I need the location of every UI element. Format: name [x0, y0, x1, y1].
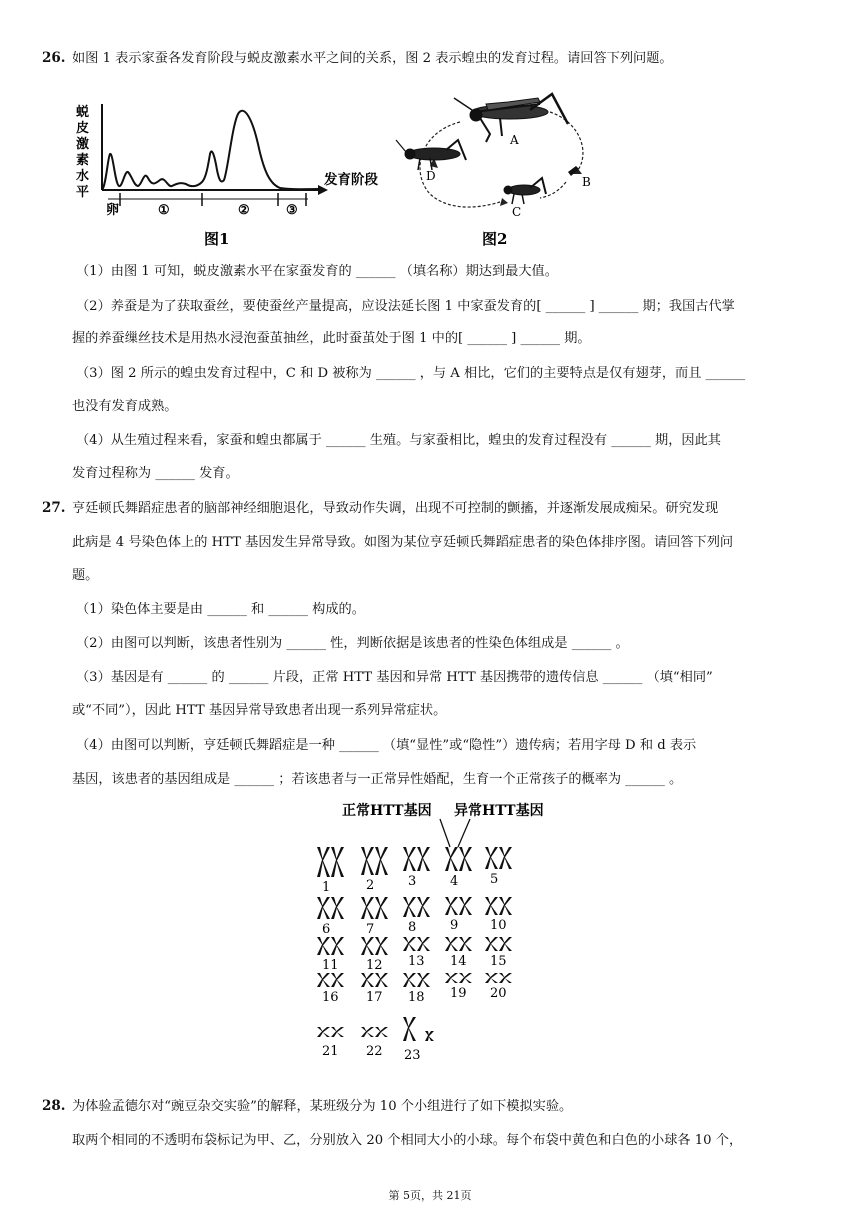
chromosome [445, 973, 451, 983]
chromosome-pair [361, 1027, 388, 1037]
chromosome [422, 897, 430, 917]
chromosome [445, 937, 451, 951]
stage-label: ③ [286, 203, 298, 218]
chromosome-number: 7 [366, 922, 375, 937]
chromosome [403, 1017, 409, 1041]
ylabel-char: 激 [76, 137, 90, 152]
q27-sub2: （2）由图可以判断，该患者性别为 ______ 性，判断依据是该患者的性染色体组成是 ______ 。 [76, 636, 629, 651]
chromosome [361, 973, 367, 987]
chromosome [380, 937, 388, 955]
chromosome [317, 973, 323, 987]
chromosome [504, 897, 512, 915]
chromosome-pair [317, 973, 344, 987]
chromosome-pair [485, 847, 512, 869]
chromosome [403, 847, 409, 871]
chromosome-number: 2 [366, 878, 375, 893]
chromosome-number: 6 [322, 922, 331, 937]
chromosome [331, 897, 337, 919]
chromosome [375, 847, 381, 875]
chromosome [499, 973, 505, 983]
chromosome-pair [485, 937, 512, 951]
figure-1-xlabel: 发育阶段 [324, 172, 378, 188]
chromosome [380, 847, 388, 875]
chromosome-number: 23 [404, 1048, 421, 1060]
chromosome [403, 897, 409, 917]
q26-sub2-cont: 握的养蚕缫丝技术是用热水浸泡蚕茧抽丝，此时蚕茧处于图 1 中的[ ______ ] ______ 期。 [72, 331, 591, 346]
hormone-curve [102, 111, 318, 190]
chromosome [499, 847, 505, 869]
chromosome [459, 937, 465, 951]
chromosome [485, 847, 491, 869]
chromosome [366, 897, 374, 919]
chromosome [380, 897, 388, 919]
stage-label: ② [238, 203, 250, 218]
chromosome [322, 847, 330, 877]
chromosome-number: 17 [366, 990, 383, 1005]
pointer-line-abnormal [458, 819, 470, 847]
chromosome [464, 973, 472, 983]
chromosome [361, 897, 367, 919]
chromosome [331, 937, 337, 955]
chromosome-pair [361, 937, 388, 955]
chromosome-number: 11 [322, 958, 339, 973]
figure-2-caption: 图2 [482, 230, 508, 248]
chromosome-number: 16 [322, 990, 339, 1005]
ylabel-char: 皮 [76, 121, 90, 136]
chromosome-pair [361, 847, 388, 875]
chromosome [322, 1027, 330, 1037]
chromosome-number: 22 [366, 1044, 383, 1059]
q26-sub4-cont: 发育过程称为 ______ 发育。 [72, 466, 239, 481]
chromosome [408, 937, 416, 951]
figure-2-locust-cycle [390, 82, 610, 252]
chromosome-number: 19 [450, 986, 467, 1001]
chromosome-pair [485, 897, 512, 915]
chromosome [450, 847, 458, 871]
chromosome [331, 1027, 337, 1037]
q27-stem-line: 亨廷顿氏舞蹈症患者的脑部神经细胞退化，导致动作失调，出现不可控制的颤搐，并逐渐发展成痴呆。研究发现 [72, 501, 719, 516]
chromosome [380, 1027, 388, 1037]
chromosome-pair [317, 1027, 344, 1037]
chromosome [366, 1027, 374, 1037]
q28-line: 为体验孟德尔对“豌豆杂交实验”的解释，某班级分为 10 个小组进行了如下模拟实验。 [72, 1099, 573, 1114]
chromosome [450, 973, 458, 983]
q26-sub3-cont: 也没有发育成熟。 [72, 399, 178, 414]
chromosome-pair [445, 897, 472, 915]
q27-sub1: （1）染色体主要是由 ______ 和 ______ 构成的。 [76, 602, 365, 617]
chromosome-number: 3 [408, 874, 417, 889]
chromosome [450, 937, 458, 951]
chromosome [375, 973, 381, 987]
chromosome [322, 937, 330, 955]
chromosome [485, 897, 491, 915]
chromosome [336, 847, 344, 877]
chromosome [417, 897, 423, 917]
chromosome [428, 1031, 434, 1041]
chromosome [490, 973, 498, 983]
normal-htt-label: 正常HTT基因 [342, 803, 432, 819]
chromosome [331, 847, 337, 877]
pointer-line-normal [440, 819, 450, 847]
chromosome-number: 14 [450, 954, 467, 969]
chromosome [403, 973, 409, 987]
ylabel-char: 水 [76, 169, 90, 184]
q27-sub3: （3）基因是有 ______ 的 ______ 片段，正常 HTT 基因和异常 HTT 基因携带的遗传信息 ______ （填“相同” [76, 670, 713, 685]
chromosome-pair [403, 847, 430, 871]
chromosome-pair [403, 937, 430, 951]
chromosome-pair [403, 897, 430, 917]
chromosome [450, 897, 458, 915]
chromosome-pair [361, 897, 388, 919]
chromosome [417, 937, 423, 951]
chromosome [375, 897, 381, 919]
q27-stem-line: 题。 [72, 568, 99, 583]
chromosome-number: 18 [408, 990, 425, 1005]
chromosome [504, 847, 512, 869]
question-number: 27. [42, 500, 66, 516]
ylabel-char: 平 [76, 185, 90, 200]
chromosome [445, 897, 451, 915]
stage-label: 卵 [106, 203, 120, 218]
chromosome [317, 937, 323, 955]
chromosome-pair [317, 897, 344, 919]
ylabel-char: 素 [76, 153, 90, 168]
chromosome-number: 1 [322, 880, 331, 895]
chromosome-number: 20 [490, 986, 507, 1001]
chromosome-number: 8 [408, 920, 417, 935]
chromosome [336, 1027, 344, 1037]
question-stem: 如图 1 表示家蚕各发育阶段与蜕皮激素水平之间的关系，图 2 表示蝗虫的发育过程。请回答下列问题。 [72, 51, 673, 66]
stage-label-c: C [512, 205, 522, 219]
chromosome-pair [403, 1017, 434, 1041]
q26-sub1: （1）由图 1 可知，蜕皮激素水平在家蚕发育的 ______ （填名称）期达到最大值。 [76, 264, 558, 279]
chromosome [425, 1031, 429, 1041]
figure-1-ylabel [76, 104, 89, 200]
stage-label-a: A [510, 133, 519, 147]
chromosome [464, 937, 472, 951]
abnormal-htt-label: 异常HTT基因 [454, 803, 544, 819]
chromosome [422, 973, 430, 987]
stage-label: ① [158, 203, 170, 218]
q27-stem-line: 此病是 4 号染色体上的 HTT 基因发生异常导致。如图为某位亨廷顿氏舞蹈症患者的染色体排序图。请回答下列问 [72, 535, 734, 550]
chromosome [408, 897, 416, 917]
chromosome-pair [361, 973, 388, 987]
nymph-c [504, 178, 546, 204]
chromosome [317, 1027, 323, 1037]
figure-1-caption: 图1 [204, 230, 230, 248]
chromosome-number: 4 [450, 874, 459, 889]
chromosome [317, 847, 323, 877]
chromosome-number: 10 [490, 918, 507, 933]
chromosome-pair [317, 847, 344, 877]
chromosome-pair [445, 937, 472, 951]
chromosome [490, 847, 498, 869]
karyotype-figure [300, 795, 570, 1060]
chromosome [459, 897, 465, 915]
chromosome [366, 973, 374, 987]
chromosome [361, 847, 367, 875]
chromosome-pair [445, 973, 472, 983]
chromosome [490, 897, 498, 915]
chromosome-number: 5 [490, 872, 499, 887]
q26-sub4: （4）从生殖过程来看，家蚕和蝗虫都属于 ______ 生殖。与家蚕相比，蝗虫的发育过程没有 ______ 期，因此其 [76, 433, 721, 448]
q27-sub4: （4）由图可以判断，亨廷顿氏舞蹈症是一种 ______ （填“显性”或“隐性”）遗传病；若用字母 D 和 d 表示 [76, 738, 697, 753]
chromosome [459, 847, 465, 871]
chromosome [380, 973, 388, 987]
q26-sub2: （2）养蚕是为了获取蚕丝，要使蚕丝产量提高，应设法延长图 1 中家蚕发育的[ ______ ] ______ 期；我国古代掌 [76, 299, 735, 314]
chromosome-pair [317, 937, 344, 955]
chromosome [408, 847, 416, 871]
chromosome [361, 1027, 367, 1037]
chromosome [422, 847, 430, 871]
chromosome [366, 937, 374, 955]
chromosome [464, 897, 472, 915]
chromosome [336, 937, 344, 955]
chromosome [464, 847, 472, 871]
chromosome [417, 847, 423, 871]
chromosome-number: 21 [322, 1044, 339, 1059]
chromosome [490, 937, 498, 951]
chromosome-pair [445, 847, 472, 871]
question-number: 28. [42, 1098, 66, 1114]
chromosome-pair [403, 973, 430, 987]
chromosome [322, 897, 330, 919]
ylabel-char: 蜕 [76, 105, 90, 120]
stage-label-d: D [426, 169, 436, 183]
chromosome-number: 15 [490, 954, 507, 969]
chromosome [445, 847, 451, 871]
chromosome [499, 897, 505, 915]
page-footer: 第 5页，共 21页 [388, 1189, 472, 1202]
chromosome-number: 13 [408, 954, 425, 969]
chromosome [336, 897, 344, 919]
chromosome [375, 1027, 381, 1037]
chromosome [322, 973, 330, 987]
chromosome [459, 973, 465, 983]
figure-1-graph [72, 96, 392, 251]
chromosome-number: 12 [366, 958, 383, 973]
chromosome [408, 1017, 416, 1041]
q27-sub3-cont: 或“不同”），因此 HTT 基因异常导致患者出现一系列异常症状。 [72, 703, 447, 718]
chromosome [504, 937, 512, 951]
stage-label-b: B [582, 175, 591, 189]
chromosome [408, 973, 416, 987]
arrow-head [500, 198, 508, 206]
q28-line: 取两个相同的不透明布袋标记为甲、乙，分别放入 20 个相同大小的小球。每个布袋中黄色和白色的小球各 10 个， [72, 1133, 743, 1148]
chromosome [417, 973, 423, 987]
question-number: 26. [42, 50, 66, 66]
chromosome [403, 937, 409, 951]
chromosome [336, 973, 344, 987]
chromosome [499, 937, 505, 951]
chromosome [361, 937, 367, 955]
chromosome [331, 973, 337, 987]
q26-sub3: （3）图 2 所示的蝗虫发育过程中，C 和 D 被称为 ______ ，与 A 相比，它们的主要特点是仅有翅芽，而且 ______ [76, 366, 746, 381]
q27-sub4-cont: 基因，该患者的基因组成是 ______ ；若该患者与一正常异性婚配，生育一个正常孩子的概率为 ______ 。 [72, 772, 683, 787]
chromosome [366, 847, 374, 875]
nymph-d [396, 140, 466, 170]
chromosome [422, 937, 430, 951]
chromosome-pair [485, 973, 512, 983]
chromosome-number: 9 [450, 918, 459, 933]
chromosome [504, 973, 512, 983]
chromosome [485, 973, 491, 983]
chromosome [485, 937, 491, 951]
chromosome [375, 937, 381, 955]
chromosome [317, 897, 323, 919]
